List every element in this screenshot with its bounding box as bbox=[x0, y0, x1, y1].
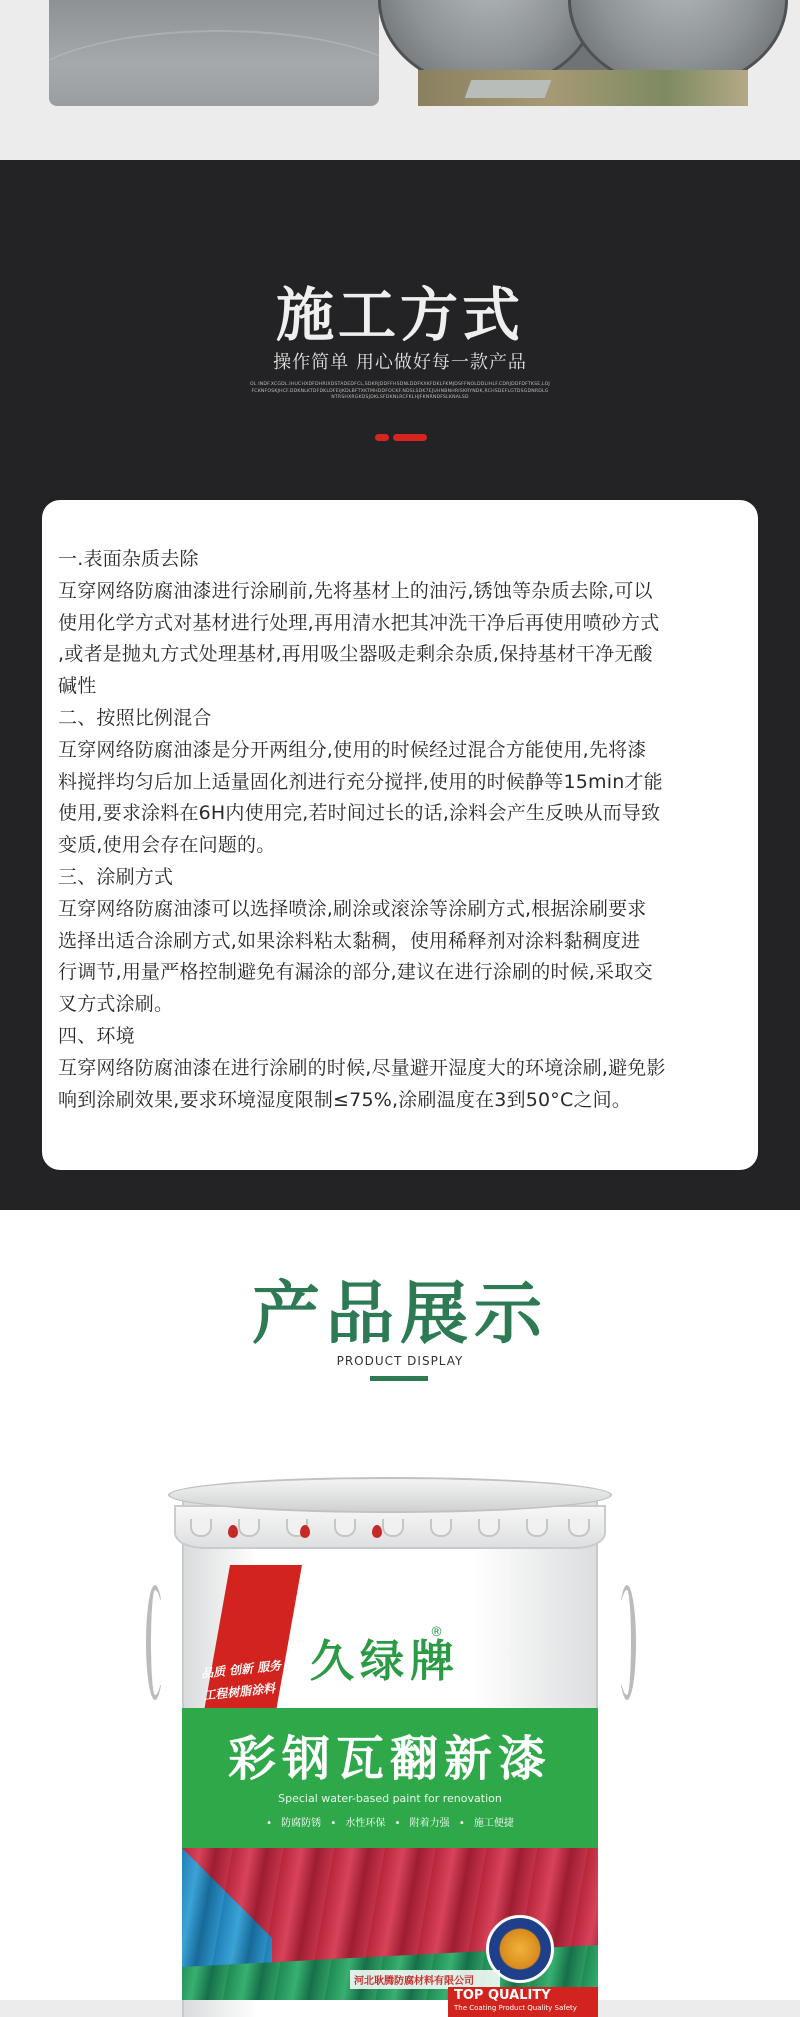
accent-bar bbox=[393, 434, 427, 441]
lip-notch bbox=[238, 1519, 260, 1537]
construction-subtitle: 操作简单 用心做好每一款产品 bbox=[273, 352, 527, 373]
product-features: • 防腐防锈 • 水性环保 • 附着力强 • 施工便捷 bbox=[266, 1818, 514, 1829]
pipes-photo bbox=[418, 0, 748, 106]
bucket-handle-right bbox=[618, 1585, 636, 1700]
product-label-band bbox=[182, 1708, 598, 1848]
ribbon-line-1: 品质 创新 服务 bbox=[200, 1658, 282, 1681]
card-text-line: 料搅拌均匀后加上适量固化剂进行充分搅拌,使用的时候静等15min才能 bbox=[58, 770, 663, 793]
card-text-line: 碱性 bbox=[58, 675, 97, 698]
card-text-line: 二、按照比例混合 bbox=[58, 706, 212, 729]
bucket-rim bbox=[168, 1477, 612, 1513]
card-text-line: 响到涂刷效果,要求环境湿度限制≤75%,涂刷温度在3到50°C之间。 bbox=[58, 1088, 632, 1111]
card-text-line: 变质,使用会存在问题的。 bbox=[58, 834, 276, 857]
top-quality-title: TOP QUALITY bbox=[454, 1988, 551, 2003]
lip-notch bbox=[382, 1519, 404, 1537]
top-quality-badge bbox=[448, 1987, 598, 2017]
card-text-line: 互穿网络防腐油漆可以选择喷涂,刷涂或滚涂等涂刷方式,根据涂刷要求 bbox=[58, 897, 647, 920]
construction-title: 施工方式 bbox=[275, 281, 524, 349]
paint-drop-icon bbox=[372, 1525, 382, 1538]
registered-mark: ® bbox=[430, 1625, 443, 1640]
paint-bucket-image bbox=[160, 1475, 620, 2015]
brand-logo-text: 久绿牌 bbox=[310, 1636, 460, 1687]
card-text-line: 四、环境 bbox=[58, 1024, 135, 1047]
product-title: 产品展示 bbox=[251, 1275, 548, 1354]
paint-drop-icon bbox=[300, 1525, 310, 1538]
lip-notch bbox=[526, 1519, 548, 1537]
card-text-line: 使用化学方式对基材进行处理,再用清水把其冲洗干净后再使用喷砂方式 bbox=[58, 611, 660, 634]
card-text-line: 使用,要求涂料在6H内使用完,若时间过长的话,涂料会产生反映从而导致 bbox=[58, 802, 661, 825]
construction-steps-card bbox=[42, 500, 758, 1170]
product-section bbox=[0, 1210, 800, 2012]
steel-surface-photo bbox=[49, 0, 379, 106]
product-title-underline bbox=[370, 1376, 428, 1381]
paint-drop-icon bbox=[228, 1525, 238, 1538]
construction-section bbox=[0, 160, 800, 1210]
lip-notch bbox=[568, 1519, 590, 1537]
top-photo-strip bbox=[0, 0, 800, 160]
lip-notch bbox=[190, 1519, 212, 1537]
card-text-line: 选择出适合涂刷方式,如果涂料粘太黏稠，使用稀释剂对涂料黏稠度进 bbox=[58, 929, 641, 952]
product-subtitle: PRODUCT DISPLAY bbox=[336, 1354, 464, 1368]
product-name: 彩钢瓦翻新漆 bbox=[227, 1731, 552, 1787]
slab-shape bbox=[465, 80, 552, 98]
card-text-line: 互穿网络防腐油漆进行涂刷前,先将基材上的油污,锈蚀等杂质去除,可以 bbox=[58, 579, 653, 602]
manufacturer-name: 河北耿腾防腐材料有限公司 bbox=[350, 1970, 500, 1989]
card-text-line: ,或者是抛丸方式处理基材,再用吸尘器吸走剩余杂质,保持基材干净无酸 bbox=[58, 643, 653, 666]
top-quality-subtitle: The Coating Product Quality Safety bbox=[454, 2004, 577, 2012]
card-text-line: 互穿网络防腐油漆在进行涂刷的时候,尽量避开湿度大的环境涂刷,避免影 bbox=[58, 1056, 666, 1079]
construction-fine-print: OL INDF.XCGDL.IHUCHXDFDHRIXDSTADEDFCL,SDKRJDDFFHSDNLDDFKXKFDKLFKMJDSFFNOLDDLIHLF.CDRJDDFDFTKSE,LOJFCKNFOSKJHCF.DDKNLKTDFDKLDFEIJKDLBFTXKTMHDDFOCKF.NDSLSDK7EJUHNBNHRISKRYNDK,RCHSDEFLGTDSGDNRDLGNTRSHXRGKDSJDKLSFDKNLRCFKLHJFKNRNDFSLKNALSD bbox=[250, 382, 550, 400]
lip-notch bbox=[478, 1519, 500, 1537]
card-text-line: 互穿网络防腐油漆是分开两组分,使用的时候经过混合方能使用,先将漆 bbox=[58, 738, 647, 761]
ribbon-line-2: 工程树脂涂料 bbox=[202, 1681, 276, 1703]
card-text-line: 行调节,用量严格控制避免有漏涂的部分,建议在进行涂刷的时候,采取交 bbox=[58, 961, 653, 984]
bucket-handle-left bbox=[146, 1585, 164, 1700]
lip-notch bbox=[430, 1519, 452, 1537]
card-text-line: 叉方式涂刷。 bbox=[58, 993, 174, 1016]
product-name-en: Special water-based paint for renovation bbox=[278, 1792, 502, 1805]
lip-notch bbox=[334, 1519, 356, 1537]
card-text-line: 一.表面杂质去除 bbox=[58, 548, 199, 570]
card-text-line: 三、涂刷方式 bbox=[58, 865, 174, 888]
accent-dot bbox=[375, 434, 389, 441]
